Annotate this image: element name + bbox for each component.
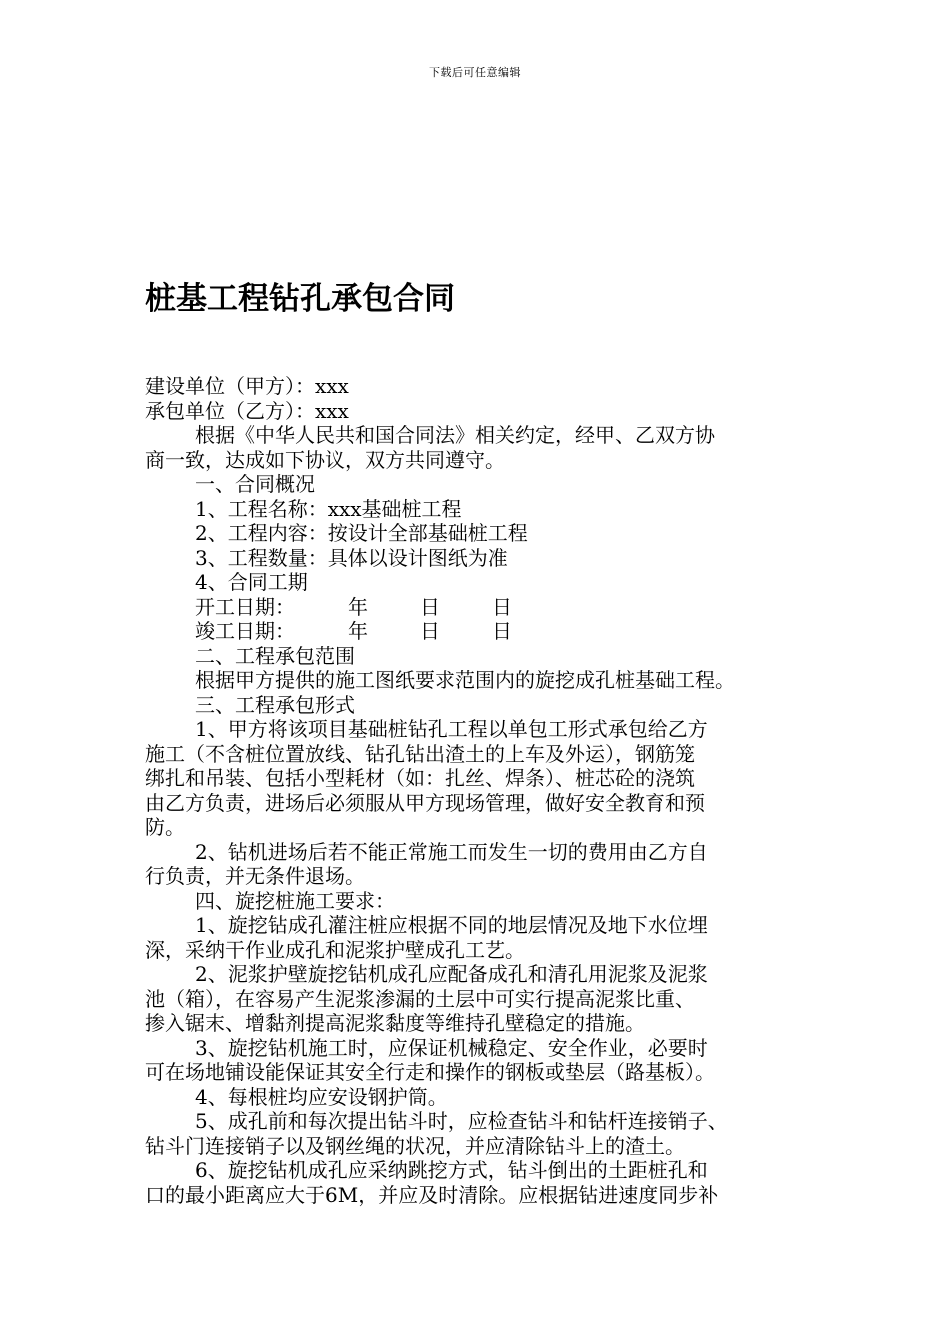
document-title: 桩基工程钻孔承包合同 [145, 281, 455, 317]
paragraph-line: 2、钻机进场后若不能正常施工而发生一切的费用由乙方自 [195, 839, 708, 864]
start-date-line [145, 595, 845, 620]
paragraph-line: 商一致，达成如下协议，双方共同遵守。 [145, 447, 505, 472]
paragraph-line: 池（箱），在容易产生泥浆渗漏的土层中可实行提高泥浆比重、 [145, 986, 695, 1011]
day-label: 日 [492, 619, 512, 643]
section-heading: 二、工程承包范围 [195, 643, 355, 668]
paragraph-line: 口的最小距离应大于6M，并应及时清除。应根据钻进速度同步补 [145, 1182, 719, 1207]
section-heading: 四、旋挖桩施工要求： [195, 888, 395, 913]
paragraph-line: 掺入锯末、增黏剂提高泥浆黏度等维持孔壁稳定的措施。 [145, 1011, 645, 1035]
party-b-line: 承包单位（乙方）：xxx [145, 398, 349, 423]
page-header-note: 下载后可任意编辑 [429, 66, 521, 79]
paragraph-line: 1、甲方将该项目基础桩钻孔工程以单包工形式承包给乙方 [195, 717, 708, 741]
month-label: 日 [420, 594, 440, 619]
paragraph-line: 4、合同工期 [195, 570, 308, 594]
year-label: 年 [348, 619, 368, 643]
paragraph-line: 绑扎和吊装、包括小型耗材（如：扎丝、焊条）、桩芯砼的浇筑 [145, 766, 695, 790]
month-label: 日 [420, 619, 440, 643]
paragraph-line: 根据甲方提供的施工图纸要求范围内的旋挖成孔桩基础工程。 [195, 668, 735, 692]
paragraph-line: 行负责，并无条件退场。 [145, 864, 365, 888]
paragraph-line: 由乙方负责，进场后必须服从甲方现场管理，做好安全教育和预 [145, 790, 705, 815]
paragraph-line: 1、旋挖钻成孔灌注桩应根据不同的地层情况及地下水位埋 [195, 913, 708, 937]
paragraph-line: 钻斗门连接销子以及钢丝绳的状况，并应清除钻斗上的渣土。 [145, 1133, 685, 1158]
year-label: 年 [348, 594, 368, 619]
day-label: 日 [492, 594, 512, 619]
end-date-line [145, 619, 845, 644]
paragraph-line: 5、成孔前和每次提出钻斗时，应检查钻斗和钻杆连接销子、 [195, 1109, 728, 1133]
document-body [145, 374, 845, 1207]
paragraph-line: 6、旋挖钻机成孔应采纳跳挖方式，钻斗倒出的土距桩孔和 [195, 1158, 708, 1182]
paragraph-line: 3、工程数量：具体以设计图纸为准 [195, 545, 508, 570]
section-heading: 三、工程承包形式 [195, 692, 355, 717]
paragraph-line: 根据《中华人民共和国合同法》相关约定，经甲、乙双方协 [195, 423, 715, 447]
paragraph-line: 3、旋挖钻机施工时，应保证机械稳定、安全作业，必要时 [195, 1035, 708, 1060]
paragraph-line: 1、工程名称：xxx基础桩工程 [195, 496, 462, 521]
paragraph-line: 施工（不含桩位置放线、钻孔钻出渣土的上车及外运），钢筋笼 [145, 741, 695, 766]
start-date-label: 开工日期： [195, 594, 295, 619]
end-date-label: 竣工日期： [195, 619, 295, 643]
paragraph-line: 防。 [145, 815, 185, 839]
section-heading: 一、合同概况 [195, 472, 315, 496]
paragraph-line: 可在场地铺设能保证其安全行走和操作的钢板或垫层（路基板）。 [145, 1060, 715, 1084]
party-a-line: 建设单位（甲方）：xxx [145, 374, 349, 398]
paragraph-line: 2、工程内容：按设计全部基础桩工程 [195, 521, 528, 545]
paragraph-line: 深，采纳干作业成孔和泥浆护壁成孔工艺。 [145, 937, 525, 962]
paragraph-line: 2、泥浆护壁旋挖钻机成孔应配备成孔和清孔用泥浆及泥浆 [195, 962, 708, 986]
paragraph-line: 4、每根桩均应安设钢护筒。 [195, 1084, 448, 1109]
